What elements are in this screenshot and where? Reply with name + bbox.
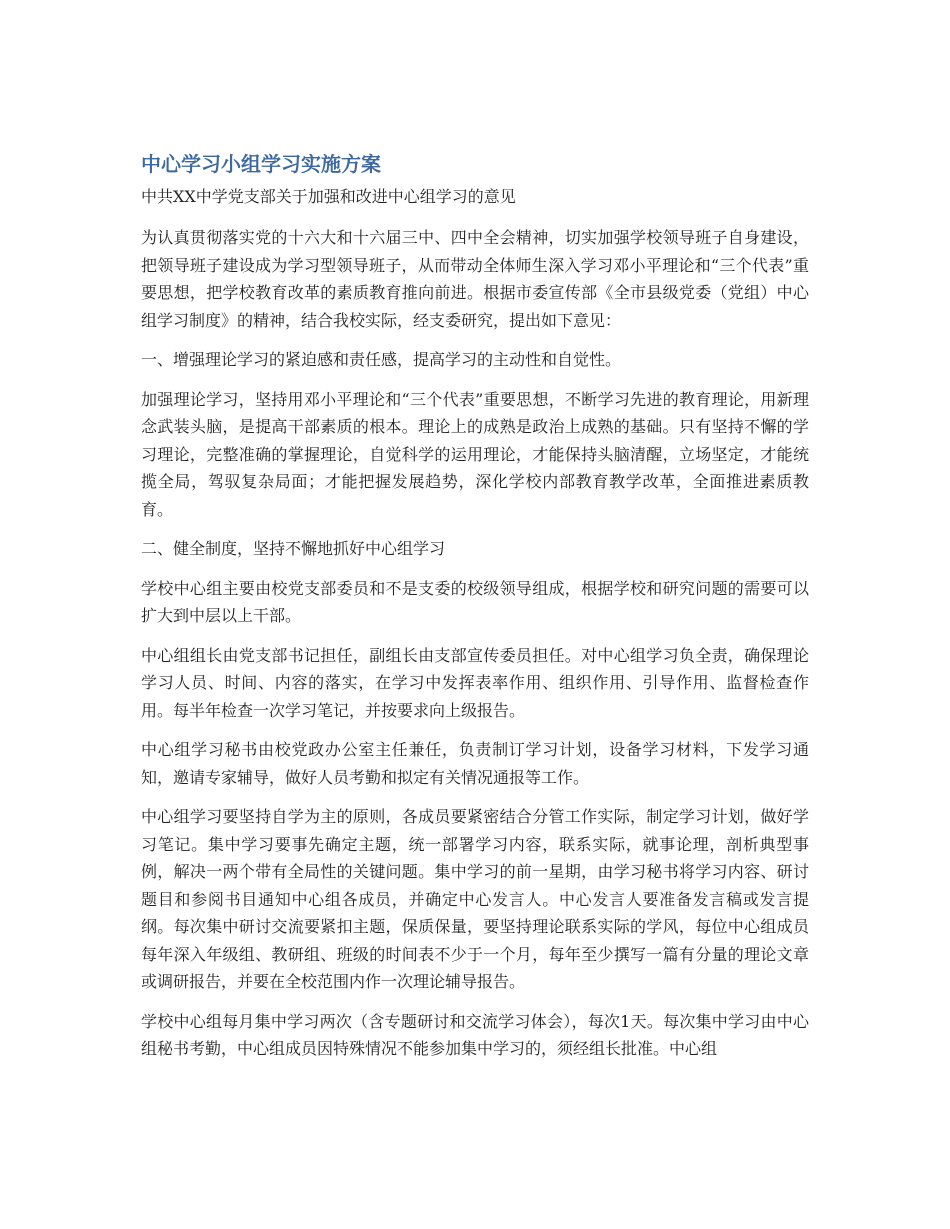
section-2-heading: 二、健全制度，坚持不懈地抓好中心组学习 — [141, 539, 446, 558]
document-subtitle: 中共XX中学党支部关于加强和改进中心组学习的意见 — [141, 187, 516, 206]
section-2-paragraph-2: 中心组组长由党支部书记担任，副组长由支部宣传委员担任。对中心组学习负全责，确保理论学习人员、时间、内容的落实，在学习中发挥表率作用、组织作用、引导作用、监督检查作用。每半年检查一次学习笔记，并按要求向上级报告。 — [141, 645, 809, 720]
section-1-heading: 一、增强理论学习的紧迫感和责任感，提高学习的主动性和自觉性。 — [141, 350, 622, 369]
intro-paragraph: 为认真贯彻落实党的十六大和十六届三中、四中全会精神，切实加强学校领导班子自身建设，把领导班子建设成为学习型领导班子，从而带动全体师生深入学习邓小平理论和“三个代表”重要思想，把学校教育改革的素质教育推向前进。根据市委宣传部《全市县级党委（党组）中心组学习制度》的精神，结合我校实际，经支委研究，提出如下意见： — [141, 228, 809, 330]
section-2-paragraph-1: 学校中心组主要由校党支部委员和不是支委的校级领导组成，根据学校和研究问题的需要可以扩大到中层以上干部。 — [141, 578, 809, 625]
document-page — [141, 148, 809, 1075]
section-2-paragraph-5: 学校中心组每月集中学习两次（含专题研讨和交流学习体会），每次1天。每次集中学习由中心组秘书考勤，中心组成员因特殊情况不能参加集中学习的，须经组长批准。中心组 — [141, 1011, 809, 1058]
document-title: 中心学习小组学习实施方案 — [141, 152, 381, 176]
section-2-paragraph-4: 中心组学习要坚持自学为主的原则，各成员要紧密结合分管工作实际，制定学习计划，做好学习笔记。集中学习要事先确定主题，统一部署学习内容，联系实际，就事论理，剖析典型事例，解决一两个带有全局性的关键问题。集中学习的前一星期，由学习秘书将学习内容、研讨题目和参阅书目通知中心组各成员，并确定中心发言人。中心发言人要准备发言稿或发言提纲。每次集中研讨交流要紧扣主题，保质保量，要坚持理论联系实际的学风，每位中心组成员每年深入年级组、教研组、班级的时间表不少于一个月，每年至少撰写一篇有分量的理论文章或调研报告，并要在全校范围内作一次理论辅导报告。 — [141, 807, 809, 991]
section-2-paragraph-3: 中心组学习秘书由校党政办公室主任兼任，负责制订学习计划，设备学习材料，下发学习通知，邀请专家辅导，做好人员考勤和拟定有关情况通报等工作。 — [141, 740, 809, 787]
section-1-paragraph: 加强理论学习，坚持用邓小平理论和“三个代表”重要思想，不断学习先进的教育理论，用新理念武装头脑，是提高干部素质的根本。理论上的成熟是政治上成熟的基础。只有坚持不懈的学习理论，完整准确的掌握理论，自觉科学的运用理论，才能保持头脑清醒，立场坚定，才能统揽全局，驾驭复杂局面；才能把握发展趋势，深化学校内部教育教学改革，全面推进素质教育。 — [141, 389, 809, 519]
